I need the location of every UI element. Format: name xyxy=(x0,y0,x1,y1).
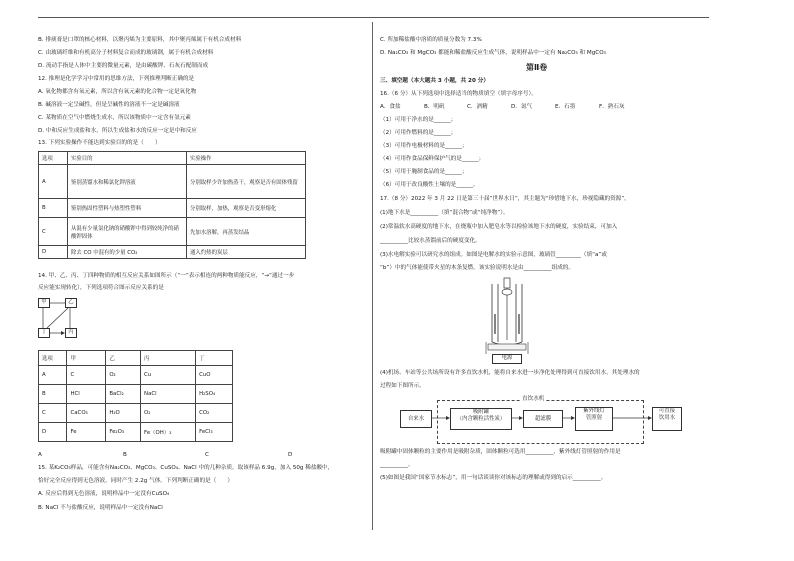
q15-stem-line2: 恰好完全反应得到无色溶液，同时产生 2.2g 气体。下列判断正确的是（ ） xyxy=(38,478,234,484)
q15-option-c: C. 所加稀盐酸中溶质的质量分数为 7.3% xyxy=(380,37,482,43)
q14-diagram xyxy=(38,295,88,343)
uv-label-2: 管照射 xyxy=(585,415,603,421)
table-cell: H₂SO₄ xyxy=(196,385,233,404)
q13-stem: 13. 下列实验操作不能达到实验目的的是（ ） xyxy=(38,140,161,146)
table-cell: Fe₂O₃ xyxy=(106,423,141,442)
q16-item: （1）可用于净水的是______； xyxy=(380,117,457,123)
table-header-cell: 乙 xyxy=(106,351,141,366)
table-cell: 分别取样少许加热蒸干，观察是否有固体残留 xyxy=(187,165,306,199)
electrolysis-diagram xyxy=(478,274,538,364)
step-tap-water: 自来水 xyxy=(400,410,432,428)
table-cell: 分别取样，加热，观察是否变形熔化 xyxy=(187,199,306,218)
q17-part1: (1)地下水是__________（填“混合物”或“纯净物”）。 xyxy=(380,210,509,216)
step-ultrafiltration: 超滤膜 xyxy=(523,410,563,428)
part2-title: 第Ⅱ卷 xyxy=(526,63,548,72)
q16-stem: 16.（6 分）从下列选项中选择适当的物质填空（填字母序号）。 xyxy=(380,91,537,97)
section3-heading: 三、填空题（本大题共 3 小题，共 20 分） xyxy=(380,78,489,84)
table-row xyxy=(39,385,233,404)
table-cell: Fe xyxy=(67,423,106,442)
table-cell: C xyxy=(39,218,68,246)
q14-option-c: C xyxy=(205,452,209,458)
q15-option-a: A. 反应后得到无色溶液，说明样品中一定没有CuSO₄ xyxy=(38,491,170,497)
table-row xyxy=(39,199,306,218)
table-cell: B xyxy=(39,385,67,404)
step-uv-lamp xyxy=(575,407,613,431)
table-cell: CaCO₃ xyxy=(67,404,106,423)
table-cell: Fe（OH）₃ xyxy=(141,423,196,442)
q16-item: （6）可用于改良酸性土壤的是______。 xyxy=(380,182,479,188)
q16-item: （2）可用作燃料的是______； xyxy=(380,130,457,136)
q16-option: A．食盐 xyxy=(380,104,401,110)
header-rule xyxy=(38,17,709,18)
table-cell: C xyxy=(67,366,106,385)
node-jia: 甲 xyxy=(38,298,50,308)
q16-option: B．明矾 xyxy=(424,104,445,110)
table-header-cell: 实验操作 xyxy=(187,152,306,165)
q17-stem: 17.（8 分）2022 年 3 月 22 日是第三十届“世界水日”，其主题为“珍惜地下水，珍视隐藏的资源”。 xyxy=(380,196,630,202)
adsorption-sublabel: （内含颗粒活性炭） xyxy=(456,416,506,422)
table-row xyxy=(39,404,233,423)
table-cell: NaCl xyxy=(141,385,196,404)
q14-option-a: A xyxy=(38,452,42,458)
q16-option: C．酒精 xyxy=(467,104,488,110)
table-cell: C xyxy=(39,404,67,423)
adsorption-label: 吸附罐 xyxy=(472,409,490,415)
table-cell: H₂O xyxy=(106,404,141,423)
q11-option-d: D. 流动手指是人体中主要的微量元素，是由碳酸钾、石灰石配制而成 xyxy=(38,63,209,69)
table-header-cell: 丙 xyxy=(141,351,196,366)
q12-option-c: C. 某物质在空气中燃烧生成水，所以该物质中一定含有氢元素 xyxy=(38,115,191,121)
q14-option-b: B xyxy=(123,452,127,458)
q16-option: F．熟石灰 xyxy=(599,104,625,110)
q17-part2-line1: (2)常温软水高硬度的地下水，在烧瓶中加入肥皂水等以检验该地下水的硬度，实验结束，可加入 xyxy=(380,224,618,230)
water-purifier-flow xyxy=(400,396,680,444)
table-cell: D xyxy=(39,423,67,442)
table-row xyxy=(39,366,233,385)
table-cell: HCl xyxy=(67,385,106,404)
q17-part5: (5)如图是我国“国家节水标志”，用一句话谈谈你对该标志的理解或得到的启示__________。 xyxy=(380,475,607,481)
table-cell: CuO xyxy=(196,366,233,385)
q16-item: （5）可用于腌制食品的是______； xyxy=(380,169,468,175)
q12-option-d: D. 中和反应生成盐和水，所以生成盐和水的反应一定是中和反应 xyxy=(38,128,197,134)
q17-part3-line1: (3)水电解实验可以研究水的组成。如图是电解水的实验示意图，玻璃管_________（填“a”或 xyxy=(380,252,607,258)
node-bing: 丙 xyxy=(65,328,77,338)
table-row xyxy=(39,423,233,442)
step-adsorption-tank xyxy=(450,408,512,430)
q14-table xyxy=(38,350,233,442)
output-label-2: 饮用水 xyxy=(658,415,676,421)
table-header-row xyxy=(39,351,233,366)
table-header-row xyxy=(39,152,306,165)
q17-part4-line2: 过程如下图所示。 xyxy=(380,383,425,389)
q13-table xyxy=(38,151,306,259)
table-cell: 鉴别热固性塑料与热塑性塑料 xyxy=(68,199,187,218)
table-cell: O₂ xyxy=(106,366,141,385)
table-cell: A xyxy=(39,165,68,199)
table-cell: 先加水溶解，再蒸发结晶 xyxy=(187,218,306,246)
uv-label-1: 紫外线灯 xyxy=(583,408,605,414)
node-yi: 乙 xyxy=(65,298,77,308)
q14-stem-line1: 14. 甲、乙、丙、丁四种物质的相互反应关系如图所示（“一”表示相连的两种物质能反应，“→”通过一步 xyxy=(38,273,295,279)
table-cell: 从混有少量氯化钠的硝酸钾中得到较纯净的硝酸钾固体 xyxy=(68,218,187,246)
table-cell: FeCl₃ xyxy=(196,423,233,442)
table-cell: 鉴别蒸馏水和稀氯化钾溶液 xyxy=(68,165,187,199)
q17-part3-line2: “b”）中的气体能使带火星的木条复燃。该实验说明水是由__________组成的。 xyxy=(380,265,574,271)
q12-stem: 12. 推理是化学学习中常用的思维方法，下列推理判断正确的是 xyxy=(38,76,195,82)
q15-option-b: B. NaCl 不与盐酸反应，说明样品中一定没有NaCl xyxy=(38,505,163,511)
q17-part4-line1: (4)机场、车站等公共场所设有许多直饮水机，能将自来水进一步净化处理得到可直接饮用水，其处理水的 xyxy=(380,370,640,376)
q14-stem-line2: 反应能实现转化），下列选项符合图示反应关系的是 xyxy=(38,285,164,291)
table-cell: A xyxy=(39,366,67,385)
table-cell: Cu xyxy=(141,366,196,385)
table-cell: O₂ xyxy=(141,404,196,423)
q11-option-b: B. 排痰膏是口罩的核心材料，以聚丙烯为主要原料，其中聚丙烯属于有机合成材料 xyxy=(38,37,242,43)
electrolysis-apparatus-drawing xyxy=(478,274,538,364)
table-cell: 除去 CO 中混有的少量 CO₂ xyxy=(68,246,187,259)
q17-part4-line4: __________。 xyxy=(380,462,414,468)
table-header-cell: 选项 xyxy=(39,152,68,165)
q16-item: （3）可用作电极材料的是______； xyxy=(380,143,468,149)
q15-stem-line1: 15. 某K₂CO₃样品，可能含有Na₂CO₃、MgCO₃、CuSO₄、NaCl 中的几种杂质。取该样品 6.9g，加入 50g 稀盐酸中， xyxy=(38,465,334,471)
table-cell: CO₂ xyxy=(196,404,233,423)
q16-option: D．氮气 xyxy=(511,104,533,110)
table-row xyxy=(39,165,306,199)
table-cell: B xyxy=(39,199,68,218)
q16-item: （4）可用作食品保鲜保护气的是______； xyxy=(380,156,485,162)
q17-part2-line2: __________比较水蒸馏前后的硬度变化。 xyxy=(380,238,481,244)
q11-option-c: C. 由玻璃纤维和有机高分子材料复合而成的玻璃钢，属于有机合成材料 xyxy=(38,50,214,56)
table-cell: D xyxy=(39,246,68,259)
q15-option-d: D. Na₂CO₃ 和 MgCO₃ 都能和稀盐酸反应生成气体，说明样品中一定有 Na₂CO₃ 和 MgCO₃ xyxy=(380,50,606,56)
step-drinkable-water xyxy=(652,407,682,431)
purifier-title: 直饮水机 xyxy=(522,396,545,402)
q12-option-b: B. 碱溶液一定呈碱性，但是呈碱性的溶液不一定是碱溶液 xyxy=(38,102,180,108)
table-row xyxy=(39,218,306,246)
q12-option-a: A. 氧化物都含有氧元素，所以含有氧元素的化合物一定是氧化物 xyxy=(38,89,197,95)
q17-part4-line3: 吸附罐中固体颗粒的主要作用是吸附杂质，固体颗粒可选用__________，紫外线灯管照射的作用是 xyxy=(380,449,621,455)
table-header-cell: 选项 xyxy=(39,351,67,366)
table-header-cell: 甲 xyxy=(67,351,106,366)
node-ding: 丁 xyxy=(38,328,50,338)
q14-option-d: D xyxy=(288,452,293,458)
table-header-cell: 丁 xyxy=(196,351,233,366)
column-divider xyxy=(372,22,373,530)
output-label-1: 可直接 xyxy=(658,408,676,414)
q16-option: E．石墨 xyxy=(555,104,576,110)
table-cell: 通入灼热的炭层 xyxy=(187,246,306,259)
table-header-cell: 实验目的 xyxy=(68,152,187,165)
table-cell: BaCl₂ xyxy=(106,385,141,404)
power-supply-label: 电源 xyxy=(492,354,522,364)
table-row xyxy=(39,246,306,259)
